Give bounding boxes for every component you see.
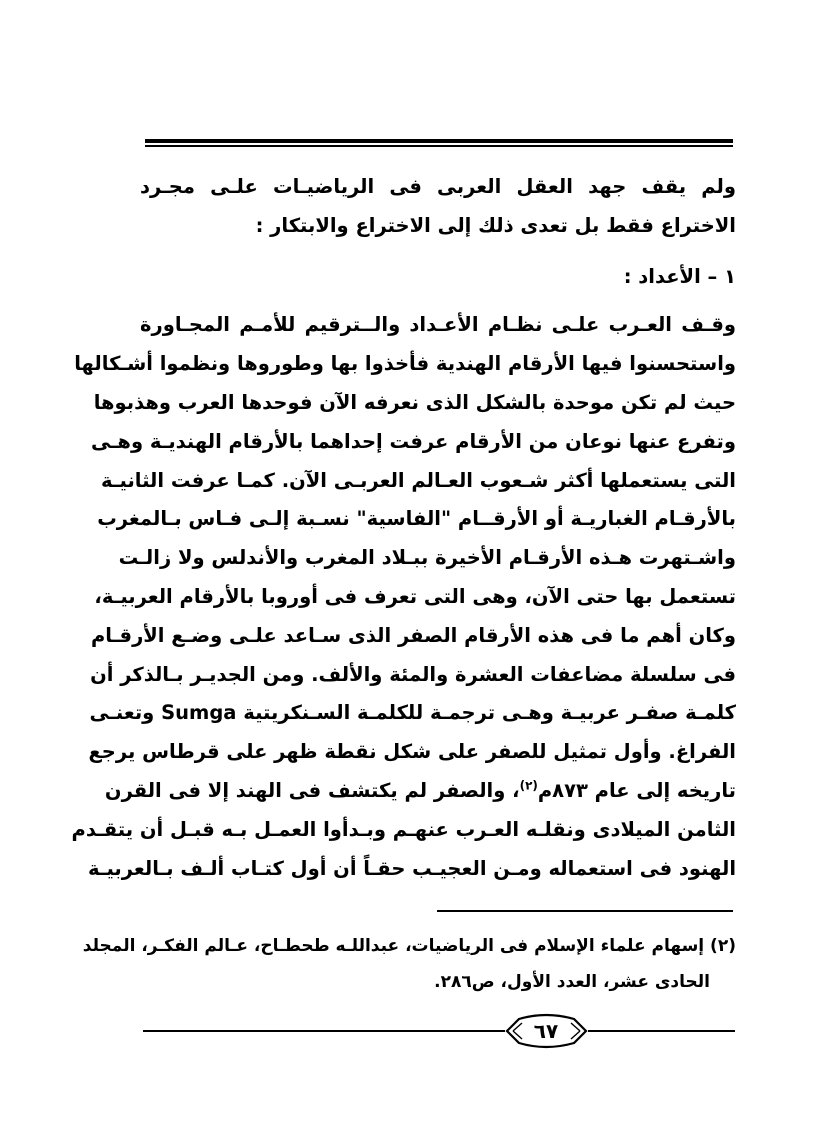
top-rule-thin — [145, 145, 733, 147]
line-start: تاريخه إلى عام ٨٧٣م — [537, 778, 736, 802]
footnote-separator — [437, 910, 733, 912]
bottom-ornament — [143, 1013, 735, 1049]
body-line-with-footnote-ref — [104, 772, 736, 811]
body-line: واستحسنوا فيها الأرقام الهندية فأخذوا بها وطوروها ونظموا أشـكالها — [74, 352, 736, 376]
bottom-rule-left — [143, 1030, 505, 1032]
footnote — [82, 928, 736, 1000]
body-line: تستعمل بها حتى الآن، وهى التى تعرف فى أوروبا بالأرقام العربيـة، — [94, 584, 736, 608]
top-double-rule — [145, 139, 733, 148]
footnote-line: الحادى عشر، العدد الأول، ص٢٨٦. — [434, 972, 710, 992]
body-line: الفراغ. وأول تمثيل للصفر على شكل نقطة ظهر على قرطاس يرجع — [88, 740, 736, 764]
body-line: حيث لم تكن موحدة بالشكل الذى نعرفه الآن فوحدها العرب وهذبوها — [93, 390, 736, 414]
body-line: كلمـة صفـر عربيـة وهـى ترجمـة للكلمـة السـنكريتية Sumga وتعنـى — [89, 701, 736, 725]
body-line: ولم يقف جهد العقل العربى فى الرياضيـات علـى مجـرد — [140, 175, 736, 198]
bottom-rule-right — [588, 1030, 735, 1032]
body-text — [71, 168, 736, 888]
body-line: وتفرع عنها نوعان من الأرقام عرفت إحداهما بالأرقام الهنديـة وهـى — [91, 429, 736, 453]
line-rest: ، والصفر لم يكتشف فى الهند إلا فى القرن — [104, 778, 520, 802]
body-line: واشـتهرت هـذه الأرقـام الأخيرة ببـلاد المغرب والأندلس ولا زالـت — [118, 546, 736, 570]
footnote-ref: (٢) — [519, 778, 538, 793]
body-line: الاختراع فقط بل تعدى ذلك إلى الاختراع والابتكار : — [255, 213, 736, 237]
body-line: الهنود فى استعماله ومـن العجيـب حقـاً أن أول كتـاب ألـف بـالعربيـة — [87, 856, 736, 880]
top-rule-thick — [145, 139, 733, 143]
section-heading: ١ – الأعداد : — [623, 264, 736, 288]
body-line: وكان أهم ما فى هذه الأرقام الصفر الذى سـاعد علـى وضـع الأرقـام — [91, 623, 736, 647]
body-line: الثامن الميلادى ونقلـه العـرب عنهـم وبـدأوا العمـل بـه قبـل أن يتقـدم — [71, 817, 736, 841]
body-line: التى يستعملها أكثر شـعوب العـالم العربـى الآن. كمـا عرفت الثانيـة — [101, 468, 736, 492]
footnote-line: (٢) إسهام علماء الإسلام فى الرياضيات، عبداللـه طحطـاح، عـالم الفكـر، المجلد — [82, 936, 736, 956]
body-line: وقـف العـرب علـى نظـام الأعـداد والــترقيم للأمـم المجـاورة — [140, 313, 736, 337]
page-number: ٦٧ — [533, 1019, 559, 1043]
body-line: فى سلسلة مضاعفات العشرة والمئة والألف. ومن الجديـر بـالذكر أن — [90, 662, 736, 686]
body-line: بالأرقـام الغباريـة أو الأرقــام "الفاسية" نسـبة إلـى فـاس بـالمغرب — [97, 507, 736, 531]
